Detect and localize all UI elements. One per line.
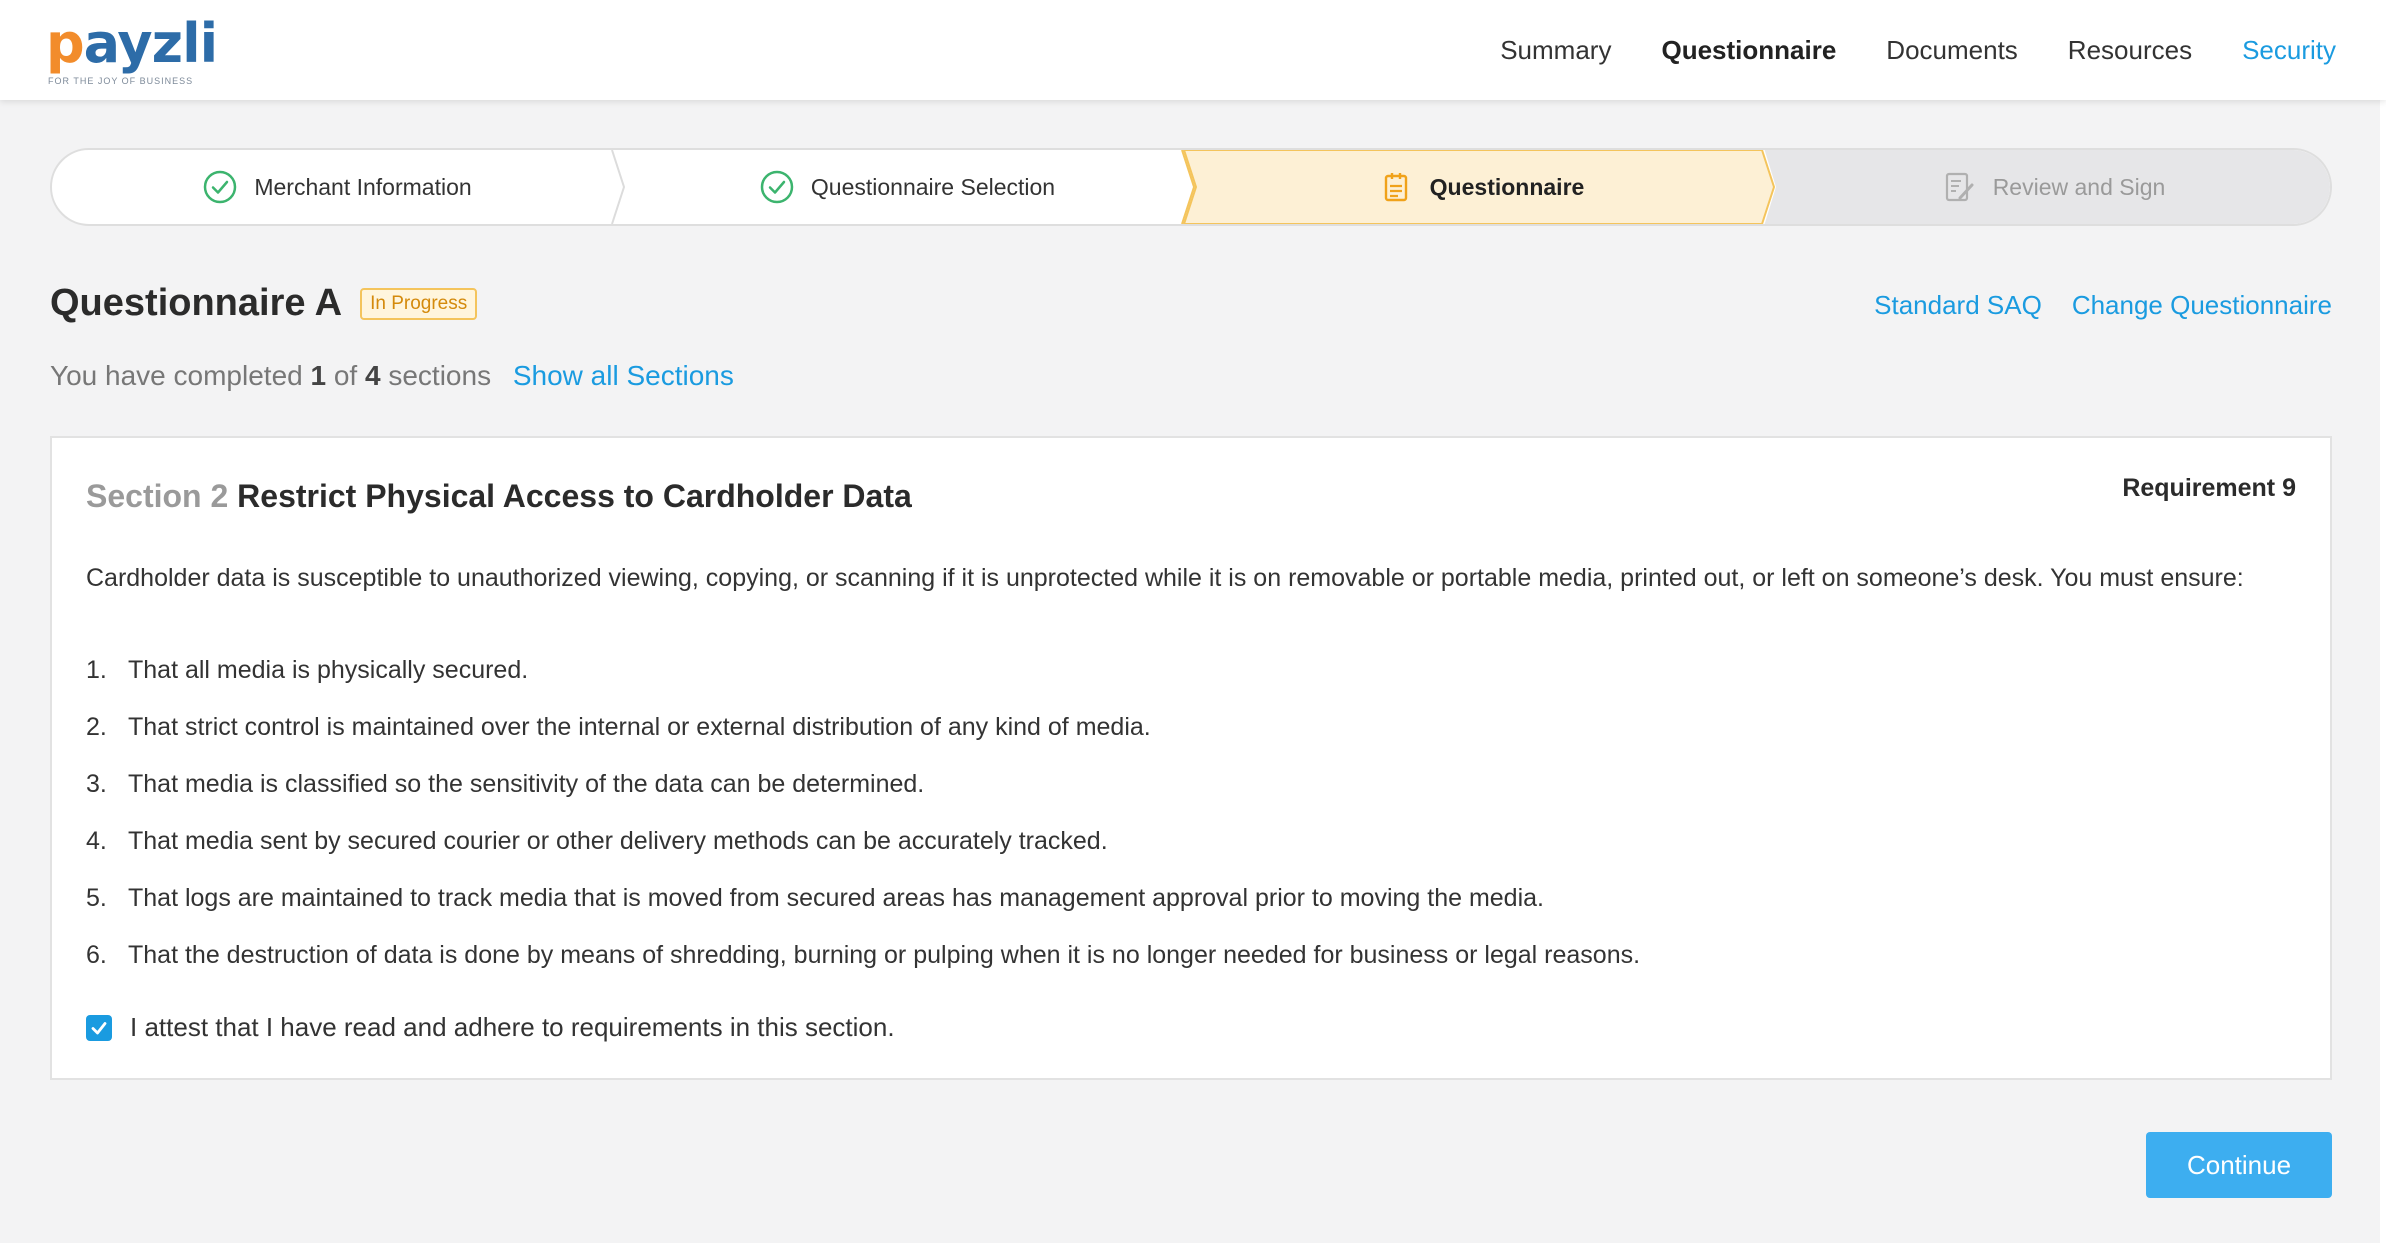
main-nav bbox=[1500, 0, 2336, 100]
list-item-number: 5. bbox=[86, 884, 107, 912]
section-progress bbox=[50, 360, 734, 392]
list-item-text: That media sent by secured courier or other delivery methods can be accurately tracked. bbox=[128, 827, 1108, 855]
list-item-text: That strict control is maintained over the internal or external distribution of any kind of media. bbox=[128, 713, 1151, 741]
clipboard-icon bbox=[1378, 169, 1414, 205]
logo-wordmark bbox=[46, 12, 217, 75]
step-label-review-and-sign: Review and Sign bbox=[1992, 173, 2166, 200]
section-intro: Cardholder data is susceptible to unauthorized viewing, copying, or scanning if it is unprotected while it is on removable or portable media, printed out, or left on someone’s desk. You must ensure: bbox=[86, 564, 2244, 592]
attest-checkbox[interactable] bbox=[86, 1015, 112, 1041]
step-questionnaire-selection[interactable] bbox=[622, 150, 1192, 224]
nav-item-documents[interactable]: Documents bbox=[1886, 34, 2018, 65]
list-item-number: 2. bbox=[86, 713, 107, 741]
top-header bbox=[0, 0, 2386, 100]
list-item-number: 6. bbox=[86, 941, 107, 969]
requirement-label: Requirement 9 bbox=[2122, 474, 2296, 502]
paizli-logo[interactable] bbox=[46, 10, 218, 90]
step-label-merchant-information: Merchant Information bbox=[254, 173, 472, 200]
progress-prefix: You have completed bbox=[50, 360, 303, 391]
list-item bbox=[86, 713, 1640, 770]
nav-item-resources[interactable]: Resources bbox=[2067, 34, 2193, 65]
attest-label: I attest that I have read and adhere to requirements in this section. bbox=[130, 1012, 895, 1042]
questionnaire-links bbox=[1874, 290, 2332, 321]
logo-wordmark-first: p bbox=[46, 12, 84, 75]
progress-completed-count: 1 bbox=[310, 360, 327, 391]
section-number: Section 2 bbox=[86, 478, 229, 514]
progress-stepper bbox=[50, 148, 2332, 226]
list-item-number: 1. bbox=[86, 656, 107, 684]
attest-row[interactable] bbox=[86, 1012, 895, 1043]
requirement-list bbox=[86, 656, 1640, 998]
title-row bbox=[50, 282, 477, 325]
logo-wordmark-rest: ayzli bbox=[83, 12, 218, 75]
check-circle-icon bbox=[202, 169, 238, 205]
standard-saq-link[interactable]: Standard SAQ bbox=[1874, 290, 2042, 320]
change-questionnaire-link[interactable]: Change Questionnaire bbox=[2071, 290, 2332, 320]
step-label-questionnaire-selection: Questionnaire Selection bbox=[810, 173, 1056, 200]
step-questionnaire[interactable] bbox=[1192, 150, 1770, 224]
page-title: Questionnaire A bbox=[50, 282, 343, 324]
list-item bbox=[86, 656, 1640, 713]
continue-button[interactable]: Continue bbox=[2146, 1132, 2332, 1198]
nav-item-questionnaire[interactable]: Questionnaire bbox=[1661, 34, 1837, 65]
show-all-sections-link[interactable]: Show all Sections bbox=[512, 360, 734, 391]
edit-document-icon bbox=[1941, 169, 1977, 205]
list-item bbox=[86, 770, 1640, 827]
section-title: Restrict Physical Access to Cardholder Data bbox=[237, 478, 912, 514]
nav-item-summary[interactable]: Summary bbox=[1500, 34, 1612, 65]
progress-suffix: sections bbox=[388, 360, 492, 391]
page-edge bbox=[2380, 0, 2386, 1243]
step-review-and-sign bbox=[1776, 150, 2330, 224]
list-item bbox=[86, 941, 1640, 998]
list-item bbox=[86, 827, 1640, 884]
list-item-text: That media is classified so the sensitivity of the data can be determined. bbox=[128, 770, 925, 798]
progress-of: of bbox=[333, 360, 358, 391]
check-circle-icon bbox=[759, 169, 795, 205]
list-item-text: That all media is physically secured. bbox=[128, 656, 529, 684]
status-badge: In Progress bbox=[360, 288, 477, 320]
list-item-text: That logs are maintained to track media that is moved from secured areas has management approval prior to moving the media. bbox=[128, 884, 1544, 912]
step-label-questionnaire: Questionnaire bbox=[1429, 173, 1585, 200]
step-merchant-information[interactable] bbox=[52, 150, 622, 224]
logo-tagline: FOR THE JOY OF BUSINESS bbox=[48, 76, 194, 86]
list-item-number: 4. bbox=[86, 827, 107, 855]
checkmark-icon bbox=[89, 1018, 109, 1038]
nav-item-security[interactable]: Security bbox=[2242, 34, 2336, 65]
list-item-text: That the destruction of data is done by means of shredding, burning or pulping when it is no longer needed for business or legal reasons. bbox=[128, 941, 1641, 969]
section-heading bbox=[86, 478, 912, 515]
progress-total-count: 4 bbox=[365, 360, 381, 391]
list-item-number: 3. bbox=[86, 770, 107, 798]
section-card bbox=[50, 436, 2332, 1080]
list-item bbox=[86, 884, 1640, 941]
